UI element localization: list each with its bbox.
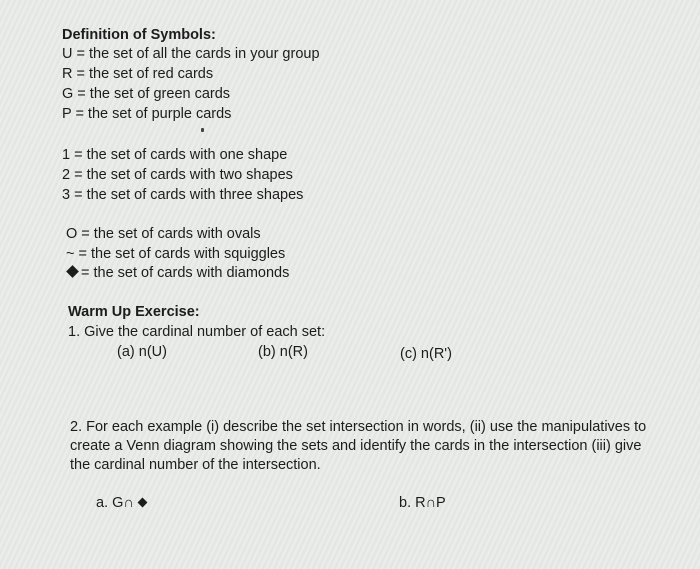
definition-one-shape: 1 = the set of cards with one shape bbox=[62, 147, 288, 163]
warmup-title: Warm Up Exercise: bbox=[68, 304, 200, 320]
question-2a bbox=[96, 494, 150, 512]
stray-mark bbox=[201, 128, 204, 132]
question-2b: b. R∩P bbox=[399, 495, 446, 511]
question-1c: (c) n(R') bbox=[400, 346, 452, 362]
definition-u: U = the set of all the cards in your group bbox=[62, 46, 320, 62]
question-1a: (a) n(U) bbox=[117, 344, 167, 360]
definition-squiggles: ~ = the set of cards with squiggles bbox=[66, 246, 286, 262]
diamond-icon bbox=[66, 265, 79, 278]
question-1: 1. Give the cardinal number of each set: bbox=[68, 324, 326, 340]
definition-ovals: O = the set of cards with ovals bbox=[66, 226, 261, 242]
definition-three-shapes: 3 = the set of cards with three shapes bbox=[62, 187, 304, 203]
question-1b: (b) n(R) bbox=[258, 344, 308, 360]
definition-two-shapes: 2 = the set of cards with two shapes bbox=[62, 167, 293, 183]
diamond-icon bbox=[137, 498, 147, 508]
question-2: 2. For each example (i) describe the set intersection in words, (ii) use the manipulatives to create a Venn diagram showing the sets and identify the cards in the intersection (iii) give the cardinal number of the intersection. bbox=[70, 419, 647, 473]
definitions-title: Definition of Symbols: bbox=[62, 27, 216, 43]
definition-p: P = the set of purple cards bbox=[62, 106, 232, 122]
definition-g: G = the set of green cards bbox=[62, 86, 231, 102]
question-2a-text: a. G∩ bbox=[96, 495, 134, 511]
definition-r: R = the set of red cards bbox=[62, 66, 214, 82]
definition-diamonds-text: = the set of cards with diamonds bbox=[81, 265, 290, 281]
definition-diamonds bbox=[66, 264, 289, 282]
